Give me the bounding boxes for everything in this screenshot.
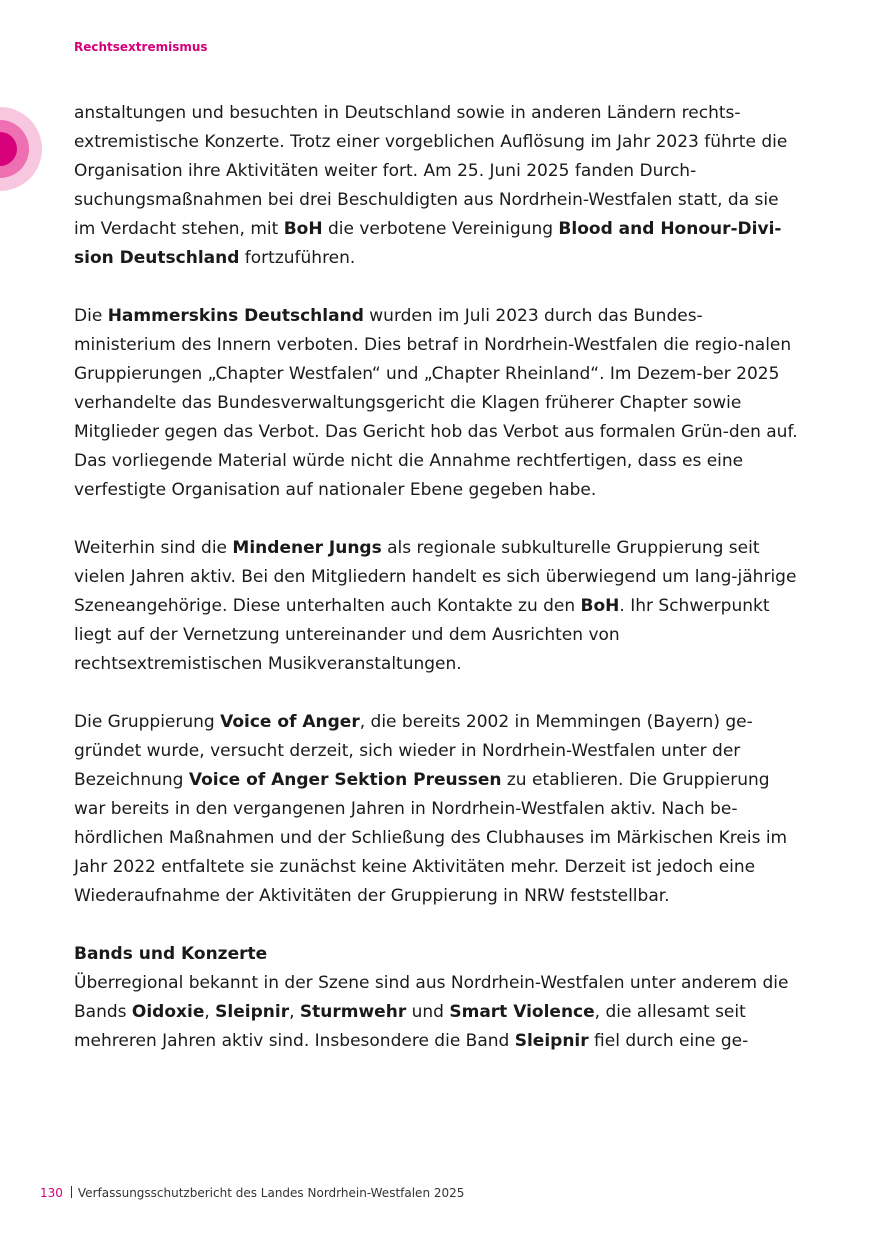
text-run: fortzuführen. bbox=[239, 248, 356, 268]
running-header: Rechtsextremismus bbox=[74, 40, 208, 54]
text-run: die verbotene Vereinigung bbox=[322, 219, 559, 239]
paragraph bbox=[74, 534, 804, 679]
publication-title: Verfassungsschutzbericht des Landes Nordrhein-Westfalen 2025 bbox=[77, 1186, 465, 1200]
text-run: anstaltungen und besuchten in Deutschland sowie in anderen Ländern rechts-extremistische Konzerte. Trotz einer vorgeblichen Auflösung im Jahr 2023 führte die Organisation ihre Aktivitäten weiter fort. Am 25. Juni 2025 fanden Durch-suchungsmaßnahmen bei drei Beschuldigten aus Nordrhein-Westfalen statt, da sie im Verdacht stehen, mit bbox=[74, 103, 788, 239]
bold-term: Blood and Honour-Divi-sion Deutschland bbox=[74, 219, 782, 268]
bold-term: BoH bbox=[283, 219, 323, 239]
bold-term: Sturmwehr bbox=[299, 1002, 407, 1022]
text-run: und bbox=[406, 1002, 450, 1022]
section-heading: Bands und Konzerte bbox=[74, 944, 268, 964]
text-run: , bbox=[289, 1002, 300, 1022]
text-run: als regionale subkulturelle Gruppierung seit vielen Jahren aktiv. Bei den Mitgliedern handelt es sich überwiegend um lang-jährige Szeneangehörige. Diese unterhalten auch Kontakte zu den bbox=[74, 538, 797, 616]
text-run: , die bereits 2002 in Memmingen (Bayern) ge-gründet wurde, versucht derzeit, sich wieder in Nordrhein-Westfalen unter der Bezeichnung bbox=[74, 712, 753, 790]
body-text bbox=[74, 99, 804, 1056]
text-run: zu etablieren. Die Gruppierung war bereits in den vergangenen Jahren in Nordrhein-Westfalen aktiv. Nach be-hördlichen Maßnahmen und der Schließung des Clubhauses im Märkischen Kreis im Jahr 2022 entfaltete sie zunächst keine Aktivitäten mehr. Derzeit ist jedoch eine Wiederaufnahme der Aktivitäten der Gruppierung in NRW feststellbar. bbox=[74, 770, 788, 906]
text-run: wurden im Juli 2023 durch das Bundes-ministerium des Innern verboten. Dies betraf in Nordrhein-Westfalen die regio-nalen Gruppierungen „Chapter Westfalen“ und „Chapter Rheinland“. Im Dezem-ber 2025 verhandelte das Bundesverwaltungsgericht die Klagen früherer Chapter sowie Mitglieder gegen das Verbot. Das Gericht hob das Verbot aus formalen Grün-den auf. Das vorliegende Material würde nicht die Annahme rechtfertigen, dass es eine verfestigte Organisation auf nationaler Ebene gegeben habe. bbox=[74, 306, 798, 500]
text-run: Weiterhin sind die bbox=[74, 538, 233, 558]
text-run: , bbox=[204, 1002, 216, 1022]
paragraph bbox=[74, 302, 804, 505]
bold-term: Sleipnir bbox=[215, 1002, 290, 1022]
target-circles-decoration bbox=[0, 107, 42, 191]
text-run: Die bbox=[74, 306, 108, 326]
text-run: Überregional bekannt in der Szene sind aus Nordrhein-Westfalen unter anderem die Bands bbox=[74, 973, 789, 1022]
paragraph bbox=[74, 708, 804, 911]
bold-term: Mindener Jungs bbox=[232, 538, 382, 558]
text-run: Die Gruppierung bbox=[74, 712, 221, 732]
text-run: fiel durch eine ge- bbox=[588, 1031, 749, 1051]
bold-term: Voice of Anger Sektion Preussen bbox=[188, 770, 502, 790]
bold-term: Oidoxie bbox=[131, 1002, 205, 1022]
page-footer bbox=[40, 1186, 464, 1200]
bold-term: Smart Violence bbox=[449, 1002, 595, 1022]
footer-separator bbox=[71, 1186, 72, 1198]
page-number: 130 bbox=[40, 1186, 63, 1200]
paragraph bbox=[74, 99, 804, 273]
text-run: . Ihr Schwerpunkt liegt auf der Vernetzung untereinander und dem Ausrichten von rechtsextremistischen Musikveranstaltungen. bbox=[74, 596, 770, 674]
bold-term: Hammerskins Deutschland bbox=[107, 306, 364, 326]
bold-term: Sleipnir bbox=[514, 1031, 589, 1051]
text-run: , die allesamt seit mehreren Jahren aktiv sind. Insbesondere die Band bbox=[74, 1002, 746, 1051]
paragraph bbox=[74, 969, 804, 1056]
bold-term: Voice of Anger bbox=[220, 712, 360, 732]
bold-term: BoH bbox=[580, 596, 620, 616]
